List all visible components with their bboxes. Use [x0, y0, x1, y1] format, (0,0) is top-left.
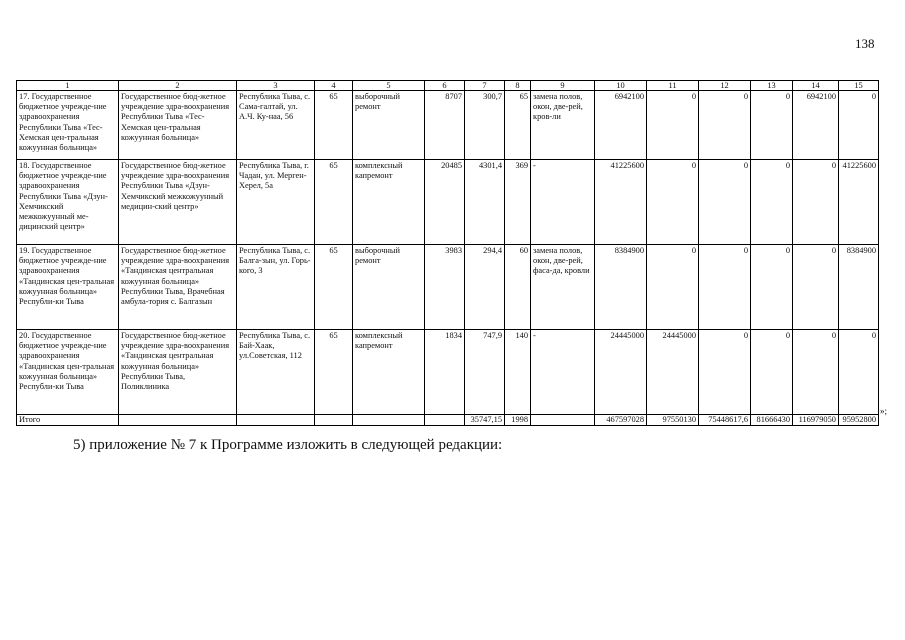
table-row [17, 91, 879, 160]
column-header: 3 [237, 81, 315, 91]
data-table [16, 80, 879, 426]
table-cell: 8384900 [595, 245, 647, 330]
works-cell: - [531, 330, 595, 415]
table-cell: 747,9 [465, 330, 505, 415]
address-cell: Республика Тыва, г. Чадан, ул. Мерген-Херел, 5а [237, 160, 315, 245]
table-cell: 369 [505, 160, 531, 245]
column-header: 8 [505, 81, 531, 91]
total-sum: 81666430 [751, 415, 793, 426]
address-cell: Республика Тыва, с. Балга-зын, ул. Горь-кого, 3 [237, 245, 315, 330]
table-cell: 0 [699, 160, 751, 245]
table-row [17, 330, 879, 415]
table-cell: 41225600 [839, 160, 879, 245]
institution-cell: 18. Государственное бюджетное учрежде-ние здравоохранения Республики Тыва «Дзун-Хемчикский межкожуунный ме-дицинский центр» [17, 160, 119, 245]
table-cell: 65 [505, 91, 531, 160]
total-sum: 95952800 [839, 415, 879, 426]
table-cell: 0 [751, 91, 793, 160]
repair-type-cell: выборочный ремонт [353, 245, 425, 330]
table-cell: 0 [699, 330, 751, 415]
table-cell [353, 415, 425, 426]
table-cell [237, 415, 315, 426]
table-cell [315, 415, 353, 426]
column-header: 5 [353, 81, 425, 91]
table-cell: 0 [751, 160, 793, 245]
table-cell: 0 [751, 245, 793, 330]
repair-type-cell: комплексный капремонт [353, 330, 425, 415]
table-cell: 41225600 [595, 160, 647, 245]
table-cell: 0 [839, 330, 879, 415]
column-header: 13 [751, 81, 793, 91]
column-header: 6 [425, 81, 465, 91]
table-row [17, 245, 879, 330]
institution-cell: 17. Государственное бюджетное учрежде-ние здравоохранения Республики Тыва «Тес-Хемская цен-тральная кожуунная больница» [17, 91, 119, 160]
works-cell: замена полов, окон, две-рей, кров-ли [531, 91, 595, 160]
object-cell: Государственное бюд-жетное учреждение здра-воохранения «Тандинская центральная кожуунная больница» Республики Тыва, Поликлиника [119, 330, 237, 415]
table-cell: 0 [647, 160, 699, 245]
institution-cell: 19. Государственное бюджетное учрежде-ние здравоохранения «Тандинская цен-тральная кожуунная больница» Республи-ки Тыва [17, 245, 119, 330]
table-cell: 65 [315, 330, 353, 415]
table-cell: 24445000 [647, 330, 699, 415]
column-header: 9 [531, 81, 595, 91]
page-number: 138 [855, 36, 875, 51]
table-cell: 0 [751, 330, 793, 415]
table-cell: 65 [315, 91, 353, 160]
table-cell: 20485 [425, 160, 465, 245]
closing-quote: »; [880, 406, 888, 416]
table-cell: 6942100 [793, 91, 839, 160]
table-cell: 0 [647, 245, 699, 330]
column-header: 1 [17, 81, 119, 91]
table-cell: 65 [315, 245, 353, 330]
works-cell: замена полов, окон, две-рей, фаса-да, кровли [531, 245, 595, 330]
table-cell: 300,7 [465, 91, 505, 160]
column-header: 4 [315, 81, 353, 91]
table-cell: 140 [505, 330, 531, 415]
object-cell: Государственное бюд-жетное учреждение здра-воохранения Республики Тыва «Тес-Хемская цен-тральная кожуунная больница» [119, 91, 237, 160]
works-cell: - [531, 160, 595, 245]
table-cell: 0 [839, 91, 879, 160]
total-label: Итого [17, 415, 119, 426]
address-cell: Республика Тыва, с. Сама-галтай, ул. А.Ч. Ку-наа, 56 [237, 91, 315, 160]
section-heading: 5) приложение № 7 к Программе изложить в следующей редакции: [73, 437, 503, 453]
table-cell: 65 [315, 160, 353, 245]
table-cell: 0 [793, 330, 839, 415]
total-sum: 75448617,6 [699, 415, 751, 426]
table-cell: 0 [699, 91, 751, 160]
institution-cell: 20. Государственное бюджетное учрежде-ние здравоохранения «Тандинская цен-тральная кожуунная больница» Республи-ки Тыва [17, 330, 119, 415]
table-row [17, 160, 879, 245]
total-sum: 116979050 [793, 415, 839, 426]
table-cell: 0 [793, 245, 839, 330]
table-cell: 1834 [425, 330, 465, 415]
table-cell: 294,4 [465, 245, 505, 330]
total-sum: 97550130 [647, 415, 699, 426]
object-cell: Государственное бюд-жетное учреждение здра-воохранения Республики Тыва «Дзун-Хемчикский межкожуунный медицин-ский центр» [119, 160, 237, 245]
repair-type-cell: выборочный ремонт [353, 91, 425, 160]
column-header: 7 [465, 81, 505, 91]
repair-type-cell: комплексный капремонт [353, 160, 425, 245]
object-cell: Государственное бюд-жетное учреждение здра-воохранения «Тандинская центральная кожуунная больница» Республики Тыва, Врачебная амбула-тория с. Балгазын [119, 245, 237, 330]
total-count: 1998 [505, 415, 531, 426]
table-cell: 3983 [425, 245, 465, 330]
table-cell: 4301,4 [465, 160, 505, 245]
table-cell: 60 [505, 245, 531, 330]
table-cell [425, 415, 465, 426]
column-header: 2 [119, 81, 237, 91]
table-cell [119, 415, 237, 426]
total-row [17, 415, 879, 426]
column-header: 12 [699, 81, 751, 91]
address-cell: Республика Тыва, с. Бай-Хаак, ул.Советская, 112 [237, 330, 315, 415]
table-cell [531, 415, 595, 426]
total-area: 35747,15 [465, 415, 505, 426]
column-header: 14 [793, 81, 839, 91]
table-cell: 24445000 [595, 330, 647, 415]
column-header: 11 [647, 81, 699, 91]
column-header: 15 [839, 81, 879, 91]
table-cell: 6942100 [595, 91, 647, 160]
table-cell: 8384900 [839, 245, 879, 330]
column-header: 10 [595, 81, 647, 91]
table-cell: 0 [793, 160, 839, 245]
header-row [17, 81, 879, 91]
table-cell: 0 [699, 245, 751, 330]
table-cell: 8707 [425, 91, 465, 160]
table-cell: 0 [647, 91, 699, 160]
total-sum: 467597028 [595, 415, 647, 426]
